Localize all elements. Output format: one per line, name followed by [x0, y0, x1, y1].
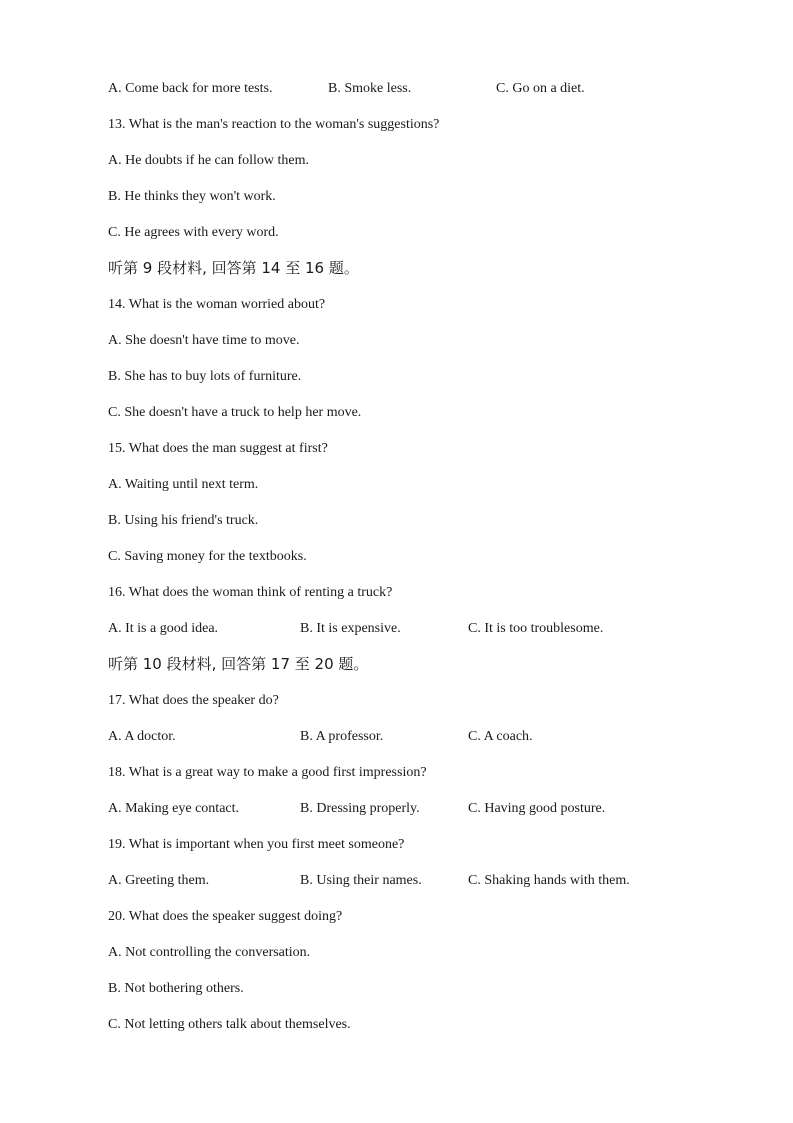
option-b: B. A professor. [300, 729, 384, 744]
question-13-option-c: C. He agrees with every word. [108, 225, 279, 240]
option-c: C. Having good posture. [468, 801, 606, 816]
question-13-option-b: B. He thinks they won't work. [108, 189, 276, 204]
question-20-option-c: C. Not letting others talk about themselves. [108, 1017, 351, 1032]
option-a: A. Greeting them. [108, 873, 210, 888]
question-19: 19. What is important when you first meet someone? [108, 837, 405, 852]
question-15-option-b: B. Using his friend's truck. [108, 513, 259, 528]
section-heading-9: 听第 9 段材料, 回答第 14 至 16 题。 [108, 259, 359, 277]
section-heading-10: 听第 10 段材料, 回答第 17 至 20 题。 [108, 655, 369, 673]
question-15-option-c: C. Saving money for the textbooks. [108, 549, 307, 564]
option-b: B. Using their names. [300, 873, 422, 888]
question-16-options [108, 620, 793, 638]
option-c: C. A coach. [468, 729, 533, 744]
option-c: C. Go on a diet. [496, 81, 585, 96]
question-13-option-a: A. He doubts if he can follow them. [108, 153, 310, 168]
question-20-option-a: A. Not controlling the conversation. [108, 945, 311, 960]
option-a: A. A doctor. [108, 729, 176, 744]
question-17: 17. What does the speaker do? [108, 693, 279, 708]
option-c: C. Shaking hands with them. [468, 873, 630, 888]
question-13: 13. What is the man's reaction to the woman's suggestions? [108, 117, 440, 132]
question-19-options [108, 872, 793, 890]
option-b: B. Dressing properly. [300, 801, 420, 816]
option-a: A. It is a good idea. [108, 621, 219, 636]
option-b: B. It is expensive. [300, 621, 401, 636]
question-14: 14. What is the woman worried about? [108, 297, 326, 312]
question-16: 16. What does the woman think of renting a truck? [108, 585, 393, 600]
question-14-option-b: B. She has to buy lots of furniture. [108, 369, 302, 384]
question-18: 18. What is a great way to make a good first impression? [108, 765, 427, 780]
question-18-options [108, 800, 793, 818]
question-20: 20. What does the speaker suggest doing? [108, 909, 343, 924]
question-20-option-b: B. Not bothering others. [108, 981, 244, 996]
question-12-options [108, 80, 793, 98]
question-14-option-c: C. She doesn't have a truck to help her move. [108, 405, 362, 420]
question-15: 15. What does the man suggest at first? [108, 441, 328, 456]
option-b: B. Smoke less. [328, 81, 412, 96]
option-c: C. It is too troublesome. [468, 621, 604, 636]
question-14-option-a: A. She doesn't have time to move. [108, 333, 300, 348]
question-17-options [108, 728, 793, 746]
option-a: A. Come back for more tests. [108, 81, 273, 96]
option-a: A. Making eye contact. [108, 801, 240, 816]
question-15-option-a: A. Waiting until next term. [108, 477, 259, 492]
